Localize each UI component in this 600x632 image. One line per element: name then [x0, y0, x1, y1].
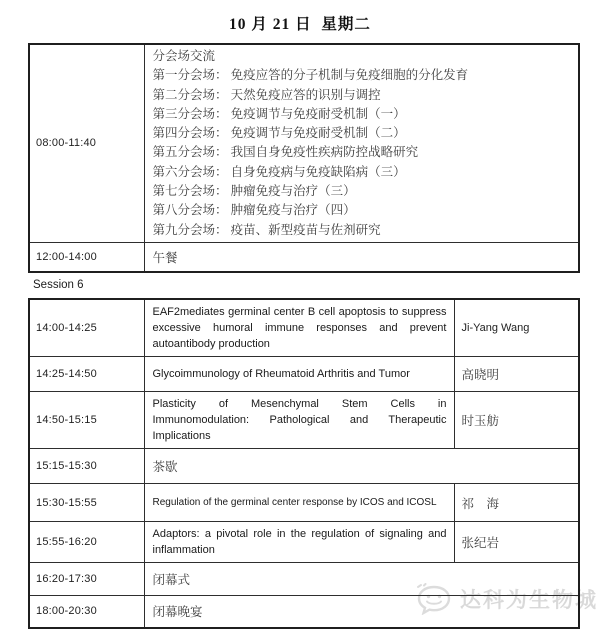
time-cell: 15:55-16:20	[29, 522, 144, 563]
speaker-cell: 时玉舫	[454, 392, 579, 449]
session6-label: Session 6	[33, 279, 84, 291]
tea-break-cell: 茶歇	[144, 449, 579, 484]
time-cell: 12:00-14:00	[29, 242, 144, 272]
talk-title-cell: Glycoimmunology of Rheumatoid Arthritis and Tumor	[144, 357, 454, 392]
time-cell: 14:25-14:50	[29, 357, 144, 392]
breakout-sessions-cell	[144, 44, 579, 242]
closing-ceremony-row	[29, 563, 579, 596]
speaker-cell: 张纪岩	[454, 522, 579, 563]
session-line: 分会场交流	[152, 49, 216, 63]
talk-row	[29, 392, 579, 449]
talk-row	[29, 484, 579, 522]
time-cell: 18:00-20:30	[29, 596, 144, 628]
time-cell: 16:20-17:30	[29, 563, 144, 596]
speaker-cell: 高晓明	[454, 357, 579, 392]
talk-title-cell: Regulation of the germinal center response by ICOS and ICOSL	[144, 484, 454, 522]
session-line: 第四分会场： 免疫调节与免疫耐受机制（二）	[152, 126, 406, 141]
session-line: 第七分会场： 肿瘤免疫与治疗（三）	[152, 184, 356, 199]
banquet-row	[29, 596, 579, 628]
speaker-cell: Ji-Yang Wang	[454, 299, 579, 357]
closing-ceremony-cell: 闭幕式	[144, 563, 579, 596]
talk-row	[29, 522, 579, 563]
banquet-cell: 闭幕晚宴	[144, 596, 579, 628]
time-cell: 14:50-15:15	[29, 392, 144, 449]
page-title: 10 月 21 日 星期二	[229, 16, 371, 33]
lunch-cell: 午餐	[144, 242, 579, 272]
session-line: 第一分会场： 免疫应答的分子机制与免疫细胞的分化发育	[152, 68, 469, 83]
afternoon-schedule-table	[28, 298, 580, 629]
lunch-row	[29, 242, 579, 272]
session-line: 第九分会场： 疫苗、新型疫苗与佐剂研究	[152, 222, 381, 237]
talk-title-cell: Adaptors: a pivotal role in the regulation of signaling and inflammation	[144, 522, 454, 563]
time-cell: 15:30-15:55	[29, 484, 144, 522]
morning-schedule-table	[28, 43, 580, 273]
time-cell: 14:00-14:25	[29, 299, 144, 357]
talk-title-cell: EAF2mediates germinal center B cell apoptosis to suppress excessive humoral immune responses and prevent autoantibody production	[144, 299, 454, 357]
session-line: 第六分会场： 自身免疫病与免疫缺陷病（三）	[152, 164, 406, 179]
speaker-cell: 祁 海	[454, 484, 579, 522]
session-line: 第五分会场： 我国自身免疫性疾病防控战略研究	[152, 145, 419, 160]
watermark-text: 达科为生物城	[460, 588, 598, 612]
time-cell: 15:15-15:30	[29, 449, 144, 484]
talk-row	[29, 357, 579, 392]
talk-row	[29, 299, 579, 357]
table-row	[29, 44, 579, 242]
session-line: 第三分会场： 免疫调节与免疫耐受机制（一）	[152, 106, 406, 121]
time-cell: 08:00-11:40	[29, 44, 144, 242]
tea-break-row	[29, 449, 579, 484]
talk-title-cell: Plasticity of Mesenchymal Stem Cells in Immunomodulation: Pathological and Therapeutic Implications	[144, 392, 454, 449]
session-line: 第二分会场： 天然免疫应答的识别与调控	[152, 87, 381, 102]
session-line: 第八分会场： 肿瘤免疫与治疗（四）	[152, 203, 356, 218]
